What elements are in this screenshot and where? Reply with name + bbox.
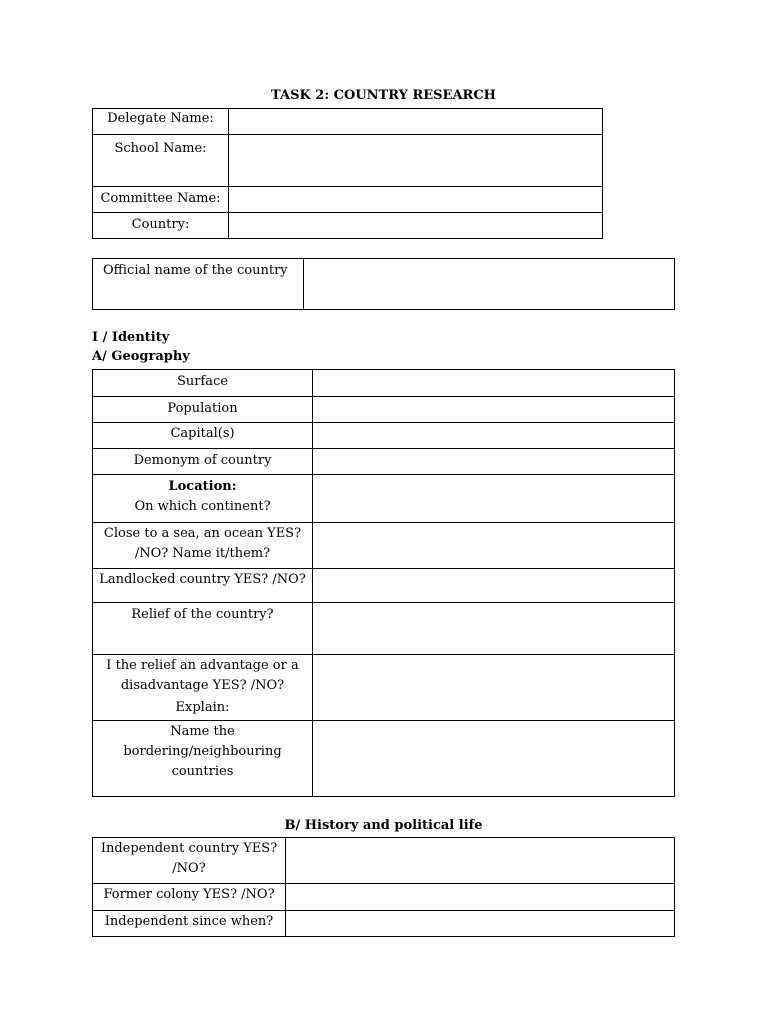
independent-country-field[interactable] [286, 838, 675, 884]
official-name-table [92, 258, 675, 310]
committee-name-label: Committee Name: [93, 187, 229, 213]
relief-label: Relief of the country? [93, 603, 313, 655]
committee-name-field[interactable] [229, 187, 603, 213]
demonym-field[interactable] [313, 449, 675, 475]
demonym-label: Demonym of country [93, 449, 313, 475]
location-label: Location: On which continent? [93, 475, 313, 523]
bordering-countries-field[interactable] [313, 721, 675, 797]
independent-country-label: Independent country YES? /NO? [93, 838, 286, 884]
capitals-field[interactable] [313, 423, 675, 449]
history-table [92, 837, 675, 937]
country-field[interactable] [229, 213, 603, 239]
official-name-field[interactable] [304, 259, 675, 310]
capitals-label: Capital(s) [93, 423, 313, 449]
delegate-name-field[interactable] [229, 109, 603, 135]
school-name-field[interactable] [229, 135, 603, 187]
sea-ocean-label: Close to a sea, an ocean YES? /NO? Name it/them? [93, 523, 313, 569]
independent-since-field[interactable] [286, 911, 675, 937]
former-colony-field[interactable] [286, 884, 675, 911]
relief-advantage-field[interactable] [313, 655, 675, 721]
surface-field[interactable] [313, 370, 675, 397]
independent-since-label: Independent since when? [93, 911, 286, 937]
delegate-table [92, 108, 603, 239]
page-title: TASK 2: COUNTRY RESEARCH [271, 88, 496, 103]
bordering-countries-label: Name the bordering/neighbouring countries [93, 721, 313, 797]
relief-advantage-label: I the relief an advantage or a disadvantage YES? /NO? Explain: [93, 655, 313, 721]
relief-field[interactable] [313, 603, 675, 655]
surface-label: Surface [93, 370, 313, 397]
landlocked-label: Landlocked country YES? /NO? [93, 569, 313, 603]
school-name-label: School Name: [93, 135, 229, 187]
population-label: Population [93, 397, 313, 423]
population-field[interactable] [313, 397, 675, 423]
location-field[interactable] [313, 475, 675, 523]
section-geography-heading: A/ Geography [92, 349, 190, 364]
former-colony-label: Former colony YES? /NO? [93, 884, 286, 911]
landlocked-field[interactable] [313, 569, 675, 603]
section-history-heading: B/ History and political life [284, 818, 483, 833]
geography-table [92, 369, 675, 797]
delegate-name-label: Delegate Name: [93, 109, 229, 135]
country-label: Country: [93, 213, 229, 239]
section-identity-heading: I / Identity [92, 330, 170, 345]
sea-ocean-field[interactable] [313, 523, 675, 569]
official-name-label: Official name of the country [93, 259, 304, 310]
